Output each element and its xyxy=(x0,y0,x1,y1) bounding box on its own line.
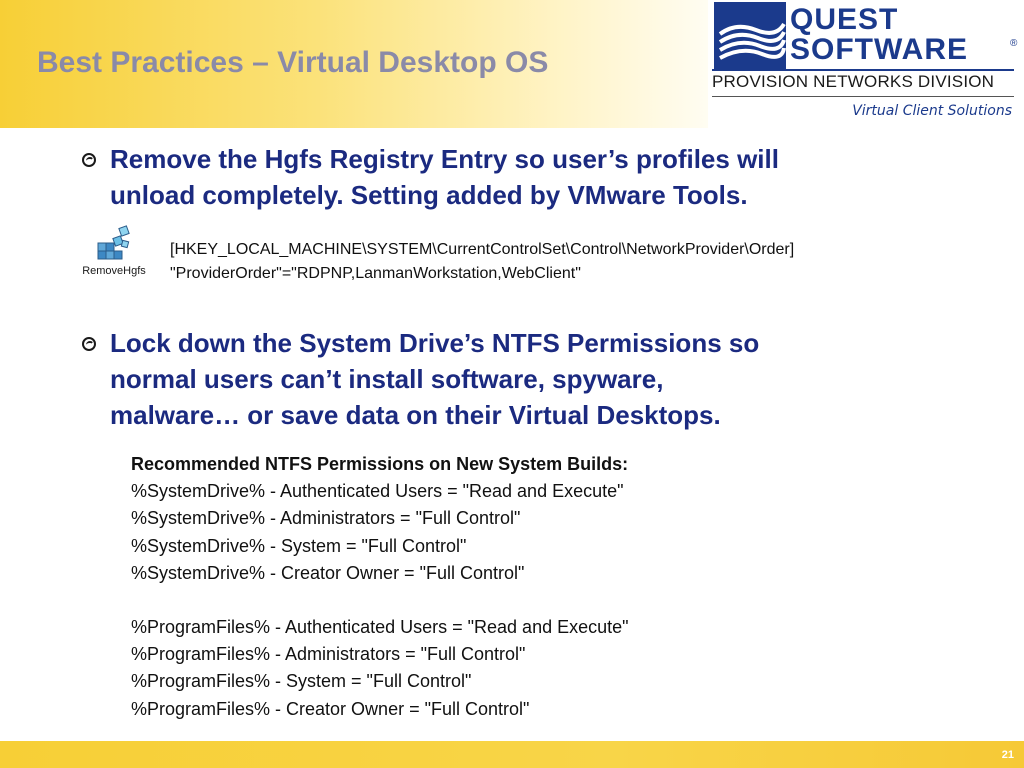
permission-line: %ProgramFiles% - Creator Owner = "Full Control" xyxy=(131,698,530,719)
page-number: 21 xyxy=(1001,749,1014,761)
quest-logo-mark-icon xyxy=(714,2,786,70)
bullet-line: Remove the Hgfs Registry Entry so user’s profiles will xyxy=(110,144,779,174)
bullet-ntfs-permissions xyxy=(82,325,942,433)
registry-key: [HKEY_LOCAL_MACHINE\SYSTEM\CurrentControlSet\Control\NetworkProvider\Order] xyxy=(170,241,795,258)
bullet-text xyxy=(110,141,779,213)
file-label: RemoveHgfs xyxy=(82,265,146,277)
logo-registered-mark: ® xyxy=(1010,38,1018,49)
permissions-heading: Recommended NTFS Permissions on New System Builds: xyxy=(131,454,629,474)
logo-tagline: Virtual Client Solutions xyxy=(852,103,1012,119)
bullet-remove-hgfs xyxy=(82,141,962,213)
bullet-text xyxy=(110,325,759,433)
footer-band xyxy=(0,741,1024,768)
permission-line: %ProgramFiles% - Authenticated Users = "Read and Execute" xyxy=(131,617,629,638)
logo-divider xyxy=(712,69,1014,71)
remove-hgfs-file[interactable] xyxy=(78,223,150,277)
logo-divider-thin xyxy=(712,96,1014,97)
bullet-line: unload completely. Setting added by VMware Tools. xyxy=(110,180,748,210)
bullet-line: normal users can’t install software, spyware, xyxy=(110,364,664,394)
permission-line: %SystemDrive% - Creator Owner = "Full Control" xyxy=(131,562,525,583)
bullet-icon xyxy=(82,337,96,351)
spacer xyxy=(131,587,629,614)
logo-division-text: PROVISION NETWORKS DIVISION xyxy=(712,72,995,91)
permission-line: %ProgramFiles% - System = "Full Control" xyxy=(131,671,472,692)
registry-file-icon xyxy=(94,223,134,263)
permission-line: %SystemDrive% - System = "Full Control" xyxy=(131,535,467,556)
slide-title: Best Practices – Virtual Desktop OS xyxy=(37,46,549,79)
logo-quest-text: QUEST xyxy=(790,3,899,36)
registry-value: "ProviderOrder"="RDPNP,LanmanWorkstation,WebClient" xyxy=(170,265,581,282)
bullet-line: malware… or save data on their Virtual Desktops. xyxy=(110,400,721,430)
permission-line: %SystemDrive% - Administrators = "Full Control" xyxy=(131,508,521,529)
logo-software-text: SOFTWARE xyxy=(790,33,968,66)
permission-line: %ProgramFiles% - Administrators = "Full Control" xyxy=(131,644,526,665)
permission-line: %SystemDrive% - Authenticated Users = "Read and Execute" xyxy=(131,481,624,502)
bullet-icon xyxy=(82,153,96,167)
quest-software-logo xyxy=(708,0,1024,128)
ntfs-permissions-list xyxy=(131,451,629,723)
registry-entry xyxy=(170,238,794,286)
bullet-line: Lock down the System Drive’s NTFS Permissions so xyxy=(110,328,760,358)
